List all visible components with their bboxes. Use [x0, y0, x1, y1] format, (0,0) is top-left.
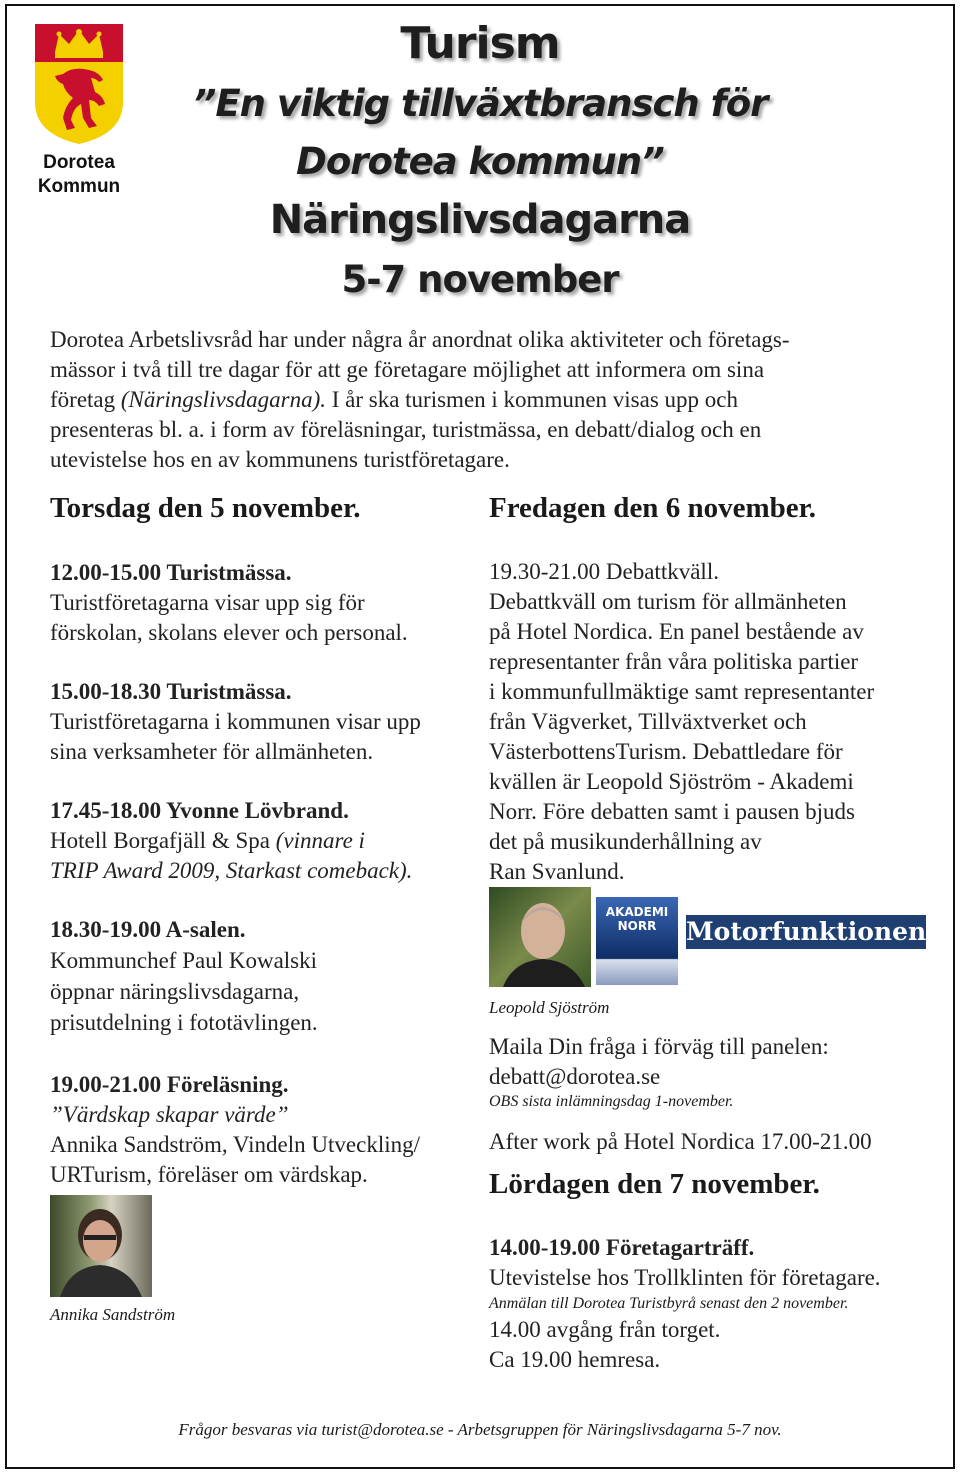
intro-text: företag — [50, 387, 121, 412]
friday-mail — [489, 1032, 829, 1092]
thursday-event-1 — [50, 558, 408, 648]
event-time: 15.00-18.30 Turistmässa. — [50, 679, 292, 704]
friday-column — [489, 492, 816, 525]
intro-text: I år ska turismen i kommunen visas upp och — [325, 387, 738, 412]
event-text: VästerbottensTurism. Debattledare för — [489, 739, 843, 764]
event-text: prisutdelning i fototävlingen. — [50, 1010, 318, 1035]
saturday-heading: Lördagen den 7 november. — [489, 1168, 820, 1200]
portrait-icon — [50, 1195, 152, 1297]
event-text: 14.00 avgång från torget. — [489, 1317, 721, 1342]
event-text: Norr. Före debatten samt i pausen bjuds — [489, 799, 856, 824]
annika-photo — [50, 1195, 152, 1297]
event-text: Annika Sandström, Vindeln Utveckling/ — [50, 1132, 420, 1157]
event-time: 14.00-19.00 Företagarträff. — [489, 1235, 755, 1260]
mail-text: Maila Din fråga i förväg till panelen: — [489, 1034, 829, 1059]
event-time: 19.30-21.00 Debattkväll. — [489, 559, 719, 584]
event-text: TRIP Award 2009, Starkast comeback). — [50, 858, 413, 883]
event-time: 18.30-19.00 A-salen. — [50, 917, 246, 942]
thursday-heading: Torsdag den 5 november. — [50, 492, 361, 524]
event-text: representanter från våra politiska partier — [489, 649, 859, 674]
intro-line: mässor i två till tre dagar för att ge företagare möjlighet att informera om sina — [50, 357, 765, 382]
event-dates: 5-7 november — [341, 258, 619, 301]
event-text-italic: (vinnare i — [275, 828, 365, 853]
intro-line — [50, 385, 920, 415]
page-title: Turism — [400, 18, 560, 69]
thursday-event-4 — [50, 915, 318, 1038]
leopold-caption: Leopold Sjöström — [489, 998, 610, 1017]
mail-address: debatt@dorotea.se — [489, 1064, 661, 1089]
obs-note: OBS sista inlämningsdag 1-november. — [489, 1093, 734, 1110]
subtitle-line2: Dorotea kommun” — [296, 140, 664, 183]
thursday-event-5 — [50, 1070, 420, 1190]
leopold-photo — [489, 887, 591, 987]
lecture-title: ”Värdskap skapar värde” — [50, 1102, 289, 1127]
event-text: Ran Svanlund. — [489, 859, 625, 884]
event-text: URTurism, föreläser om värdskap. — [50, 1162, 368, 1187]
intro-line: utevistelse hos en av kommunens turistföretagare. — [50, 447, 510, 472]
event-text: Turistföretagarna visar upp sig för — [50, 590, 365, 615]
portrait-icon — [489, 887, 591, 987]
event-time: 12.00-15.00 Turistmässa. — [50, 560, 292, 585]
event-text: Debattkväll om turism för allmänheten — [489, 589, 847, 614]
event-text: förskolan, skolans elever och personal. — [50, 620, 408, 645]
intro-line: presenteras bl. a. i form av föreläsningar, turistmässa, en debatt/dialog och en — [50, 417, 762, 442]
event-text: sina verksamheter för allmänheten. — [50, 739, 374, 764]
event-text: det på musikunderhållning av — [489, 829, 762, 854]
akademi-line1: AKADEMI — [605, 905, 669, 919]
friday-heading: Fredagen den 6 november. — [489, 492, 817, 524]
intro-paragraph — [50, 325, 920, 475]
friday-event — [489, 557, 874, 887]
event-text: på Hotel Nordica. En panel bestående av — [489, 619, 864, 644]
footer-text: Frågor besvaras via turist@dorotea.se - Arbetsgruppen för Näringslivsdagarna 5-7 nov. — [178, 1420, 782, 1439]
motorfunktionen-logo: Motorfunktionen — [686, 915, 926, 949]
event-text: i kommunfullmäktige samt representanter — [489, 679, 875, 704]
thursday-event-3 — [50, 796, 412, 886]
thursday-event-2 — [50, 677, 421, 767]
intro-italic: (Näringslivsdagarna). — [120, 387, 326, 412]
event-text: Turistföretagarna i kommunen visar upp — [50, 709, 421, 734]
annika-caption: Annika Sandström — [50, 1305, 176, 1324]
logo-line1: Dorotea — [43, 152, 115, 173]
akademi-line2: NORR — [617, 919, 657, 933]
intro-line: Dorotea Arbetslivsråd har under några år anordnat olika aktiviteter och företags- — [50, 327, 790, 352]
event-text: Kommunchef Paul Kowalski — [50, 948, 318, 973]
saturday-event — [489, 1233, 881, 1375]
logo-line2: Kommun — [37, 176, 121, 197]
event-text: Ca 19.00 hemresa. — [489, 1347, 661, 1372]
event-name: Näringslivsdagarna — [269, 197, 691, 243]
event-text: Utevistelse hos Trollklinten för företagare. — [489, 1265, 881, 1290]
event-text: från Vägverket, Tillväxtverket och — [489, 709, 807, 734]
saturday-column — [489, 1168, 820, 1201]
event-time: 19.00-21.00 Föreläsning. — [50, 1072, 289, 1097]
event-time: 17.45-18.00 Yvonne Lövbrand. — [50, 798, 349, 823]
thursday-column — [50, 492, 360, 525]
registration-note: Anmälan till Dorotea Turistbyrå senast den 2 november. — [489, 1295, 849, 1312]
subtitle-line1: ”En viktig tillväxtbransch för — [192, 82, 768, 125]
akademi-norr-logo — [596, 897, 678, 985]
afterwork-text: After work på Hotel Nordica 17.00-21.00 — [489, 1129, 872, 1154]
event-text: öppnar näringslivsdagarna, — [50, 979, 300, 1004]
event-text — [50, 826, 412, 856]
event-text-part: Hotell Borgafjäll & Spa — [50, 828, 276, 853]
event-text: kvällen är Leopold Sjöström - Akademi — [489, 769, 854, 794]
